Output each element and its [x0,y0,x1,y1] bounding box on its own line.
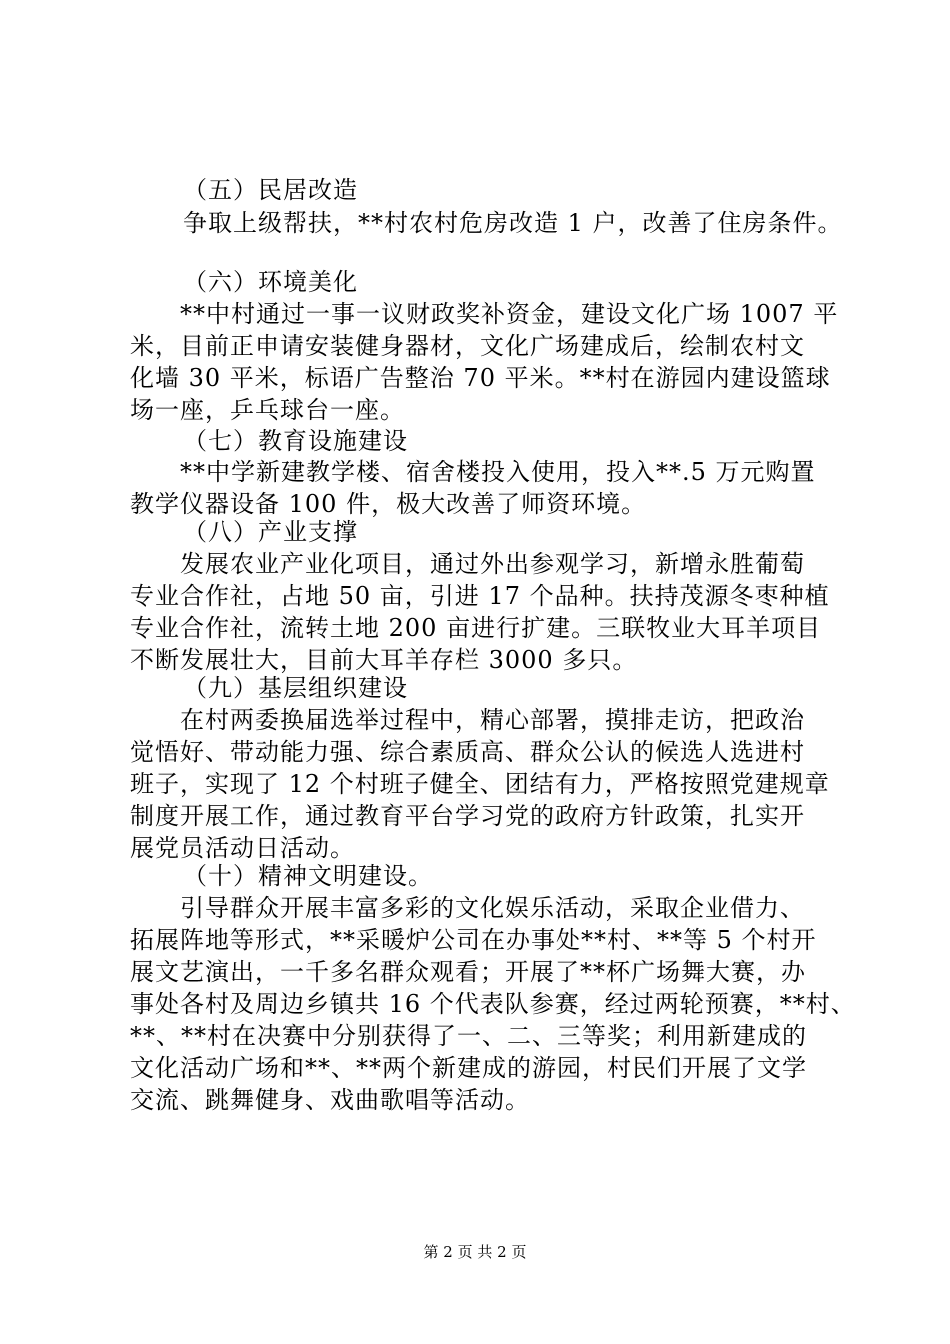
paragraph-line: 班子，实现了 12 个村班子健全、团结有力，严格按照党建规章 [130,770,830,798]
paragraph-line: 展党员活动日活动。 [130,834,355,862]
paragraph-line: 米，目前正申请安装健身器材，文化广场建成后，绘制农村文 [130,332,805,360]
paragraph-line: 制度开展工作，通过教育平台学习党的政府方针政策，扎实开 [130,802,805,830]
paragraph-line: **中村通过一事一议财政奖补资金，建设文化广场 1007 平 [180,300,839,328]
paragraph-line: 不断发展壮大，目前大耳羊存栏 3000 多只。 [130,646,638,674]
section-heading-organization: （九）基层组织建设 [183,674,408,702]
paragraph-line: 事处各村及周边乡镇共 16 个代表队参赛，经过两轮预赛，**村、 [130,990,856,1018]
paragraph-line: 专业合作社，流转土地 200 亩进行扩建。三联牧业大耳羊项目 [130,614,822,642]
paragraph-line: 教学仪器设备 100 件，极大改善了师资环境。 [130,490,647,518]
paragraph-line: 文化活动广场和**、**两个新建成的游园，村民们开展了文学 [130,1054,807,1082]
paragraph-line: 争取上级帮扶，**村农村危房改造 1 户，改善了住房条件。 [183,209,843,237]
section-heading-civilization: （十）精神文明建设。 [183,862,433,890]
paragraph-line: 引导群众开展丰富多彩的文化娱乐活动，采取企业借力、 [180,894,805,922]
section-heading-education: （七）教育设施建设 [183,427,408,455]
paragraph-line: 发展农业产业化项目，通过外出参观学习，新增永胜葡萄 [180,550,805,578]
paragraph-line: **、**村在决赛中分别获得了一、二、三等奖；利用新建成的 [130,1022,807,1050]
section-heading-environment: （六）环境美化 [183,268,358,296]
paragraph-line: 专业合作社，占地 50 亩，引进 17 个品种。扶持茂源冬枣种植 [130,582,830,610]
paragraph-line: 拓展阵地等形式，**采暖炉公司在办事处**村、**等 5 个村开 [130,926,817,954]
section-heading-housing: （五）民居改造 [183,176,358,204]
paragraph-line: 交流、跳舞健身、戏曲歌唱等活动。 [130,1086,530,1114]
paragraph-line: 展文艺演出，一千多名群众观看；开展了**杯广场舞大赛，办 [130,958,806,986]
paragraph-line: **中学新建教学楼、宿舍楼投入使用，投入**.5 万元购置 [180,458,816,486]
paragraph-line: 在村两委换届选举过程中，精心部署，摸排走访，把政治 [180,706,805,734]
page-number-footer: 第 2 页 共 2 页 [423,1243,527,1261]
section-heading-industry: （八）产业支撑 [183,518,358,546]
paragraph-line: 化墙 30 平米，标语广告整治 70 平米。**村在游园内建设篮球 [130,364,831,392]
paragraph-line: 觉悟好、带动能力强、综合素质高、群众公认的候选人选进村 [130,738,805,766]
paragraph-line: 场一座，乒乓球台一座。 [130,396,405,424]
